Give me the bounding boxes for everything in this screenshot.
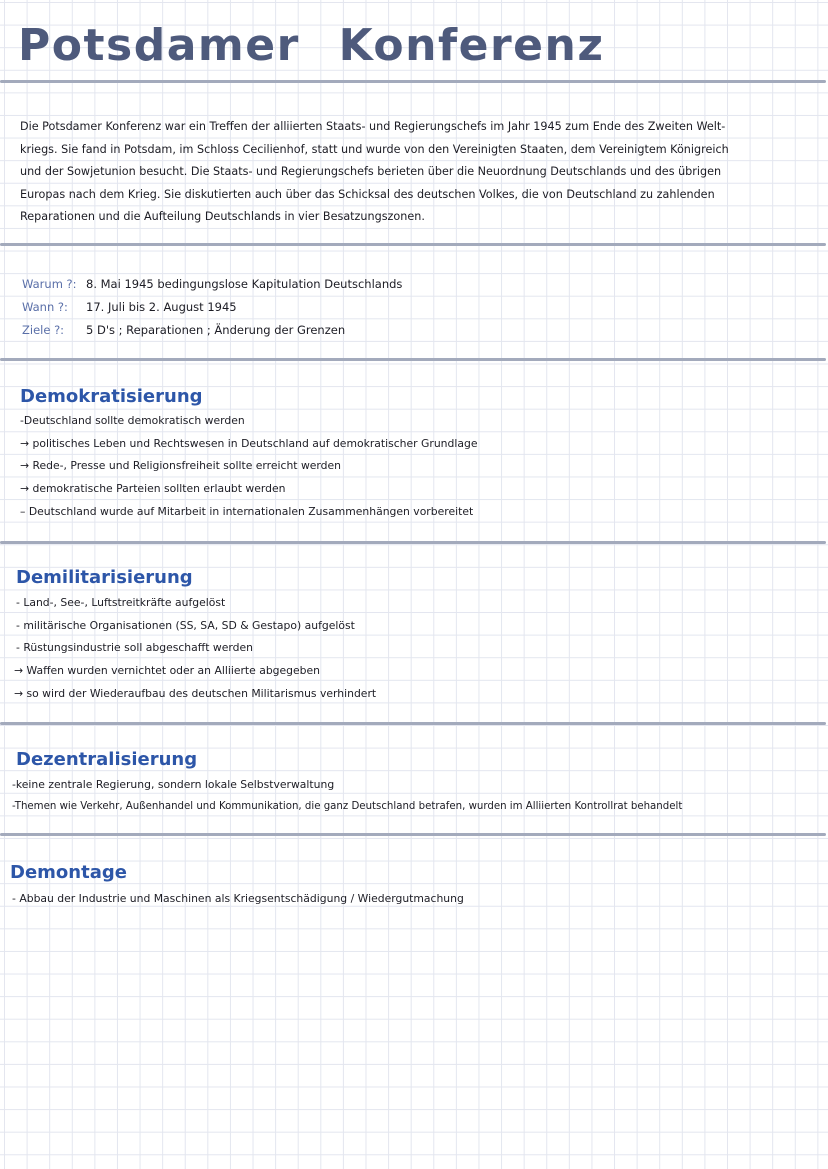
list-item: → Waffen wurden vernichtet oder an Alliierte abgegeben bbox=[14, 664, 321, 677]
list-item: - militärische Organisationen (SS, SA, SD & Gestapo) aufgelöst bbox=[16, 619, 355, 632]
intro-line: und der Sowjetunion besucht. Die Staats- und Regierungschefs berieten über die Neuordnung Deutschlands und des übrigen bbox=[20, 165, 722, 179]
intro-line: Reparationen und die Aufteilung Deutschlands in vier Besatzungszonen. bbox=[20, 210, 425, 224]
divider bbox=[0, 541, 826, 544]
section-heading-dezentralisierung: Dezentralisierung bbox=[16, 749, 198, 770]
intro-line: Europas nach dem Krieg. Sie diskutierten auch über das Schicksal des deutschen Volkes, die von Deutschland zu zahlenden bbox=[20, 187, 715, 201]
list-item: -keine zentrale Regierung, sondern lokale Selbstverwaltung bbox=[12, 778, 335, 791]
list-item: -Deutschland sollte demokratisch werden bbox=[20, 414, 245, 427]
list-item: → Rede-, Presse und Religionsfreiheit sollte erreicht werden bbox=[20, 459, 342, 472]
divider bbox=[0, 722, 826, 725]
question-row bbox=[22, 300, 237, 314]
question-answer: 5 D's ; Reparationen ; Änderung der Grenzen bbox=[86, 323, 346, 337]
divider bbox=[0, 358, 826, 361]
question-label: Wann ?: bbox=[22, 300, 68, 314]
list-item: -Themen wie Verkehr, Außenhandel und Kommunikation, die ganz Deutschland betrafen, wurden im Alliierten Kontrollrat behandelt bbox=[12, 801, 683, 812]
question-row bbox=[22, 323, 345, 337]
intro-line: kriegs. Sie fand in Potsdam, im Schloss Cecilienhof, statt und wurde von den Vereinigten Staaten, dem Vereinigtem Königreich bbox=[20, 142, 729, 156]
divider bbox=[0, 80, 826, 83]
section-heading-demontage: Demontage bbox=[10, 862, 127, 883]
intro-line: Die Potsdamer Konferenz war ein Treffen der alliierten Staats- und Regierungschefs im Jahr 1945 zum Ende des Zweiten Welt- bbox=[20, 120, 726, 133]
list-item: → demokratische Parteien sollten erlaubt werden bbox=[20, 482, 286, 495]
question-label: Ziele ?: bbox=[22, 323, 65, 337]
intro-paragraph bbox=[20, 116, 810, 229]
section-heading-demilitarisierung: Demilitarisierung bbox=[16, 567, 193, 588]
question-answer: 17. Juli bis 2. August 1945 bbox=[86, 300, 237, 314]
divider bbox=[0, 243, 826, 246]
list-item: - Land-, See-, Luftstreitkräfte aufgelöst bbox=[16, 596, 226, 609]
list-item: - Rüstungsindustrie soll abgeschafft werden bbox=[16, 641, 253, 654]
question-answer: 8. Mai 1945 bedingungslose Kapitulation Deutschlands bbox=[86, 277, 403, 291]
divider bbox=[0, 833, 826, 836]
list-item: → so wird der Wiederaufbau des deutschen Militarismus verhindert bbox=[14, 687, 377, 700]
list-item: – Deutschland wurde auf Mitarbeit in internationalen Zusammenhängen vorbereitet bbox=[20, 505, 474, 518]
list-item: → politisches Leben und Rechtswesen in Deutschland auf demokratischer Grundlage bbox=[20, 437, 478, 450]
page-title: Potsdamer Konferenz bbox=[18, 20, 605, 71]
question-label: Warum ?: bbox=[22, 277, 77, 291]
list-item: - Abbau der Industrie und Maschinen als Kriegsentschädigung / Wiedergutmachung bbox=[12, 892, 464, 905]
section-heading-demokratisierung: Demokratisierung bbox=[20, 386, 203, 407]
question-row bbox=[22, 277, 402, 291]
